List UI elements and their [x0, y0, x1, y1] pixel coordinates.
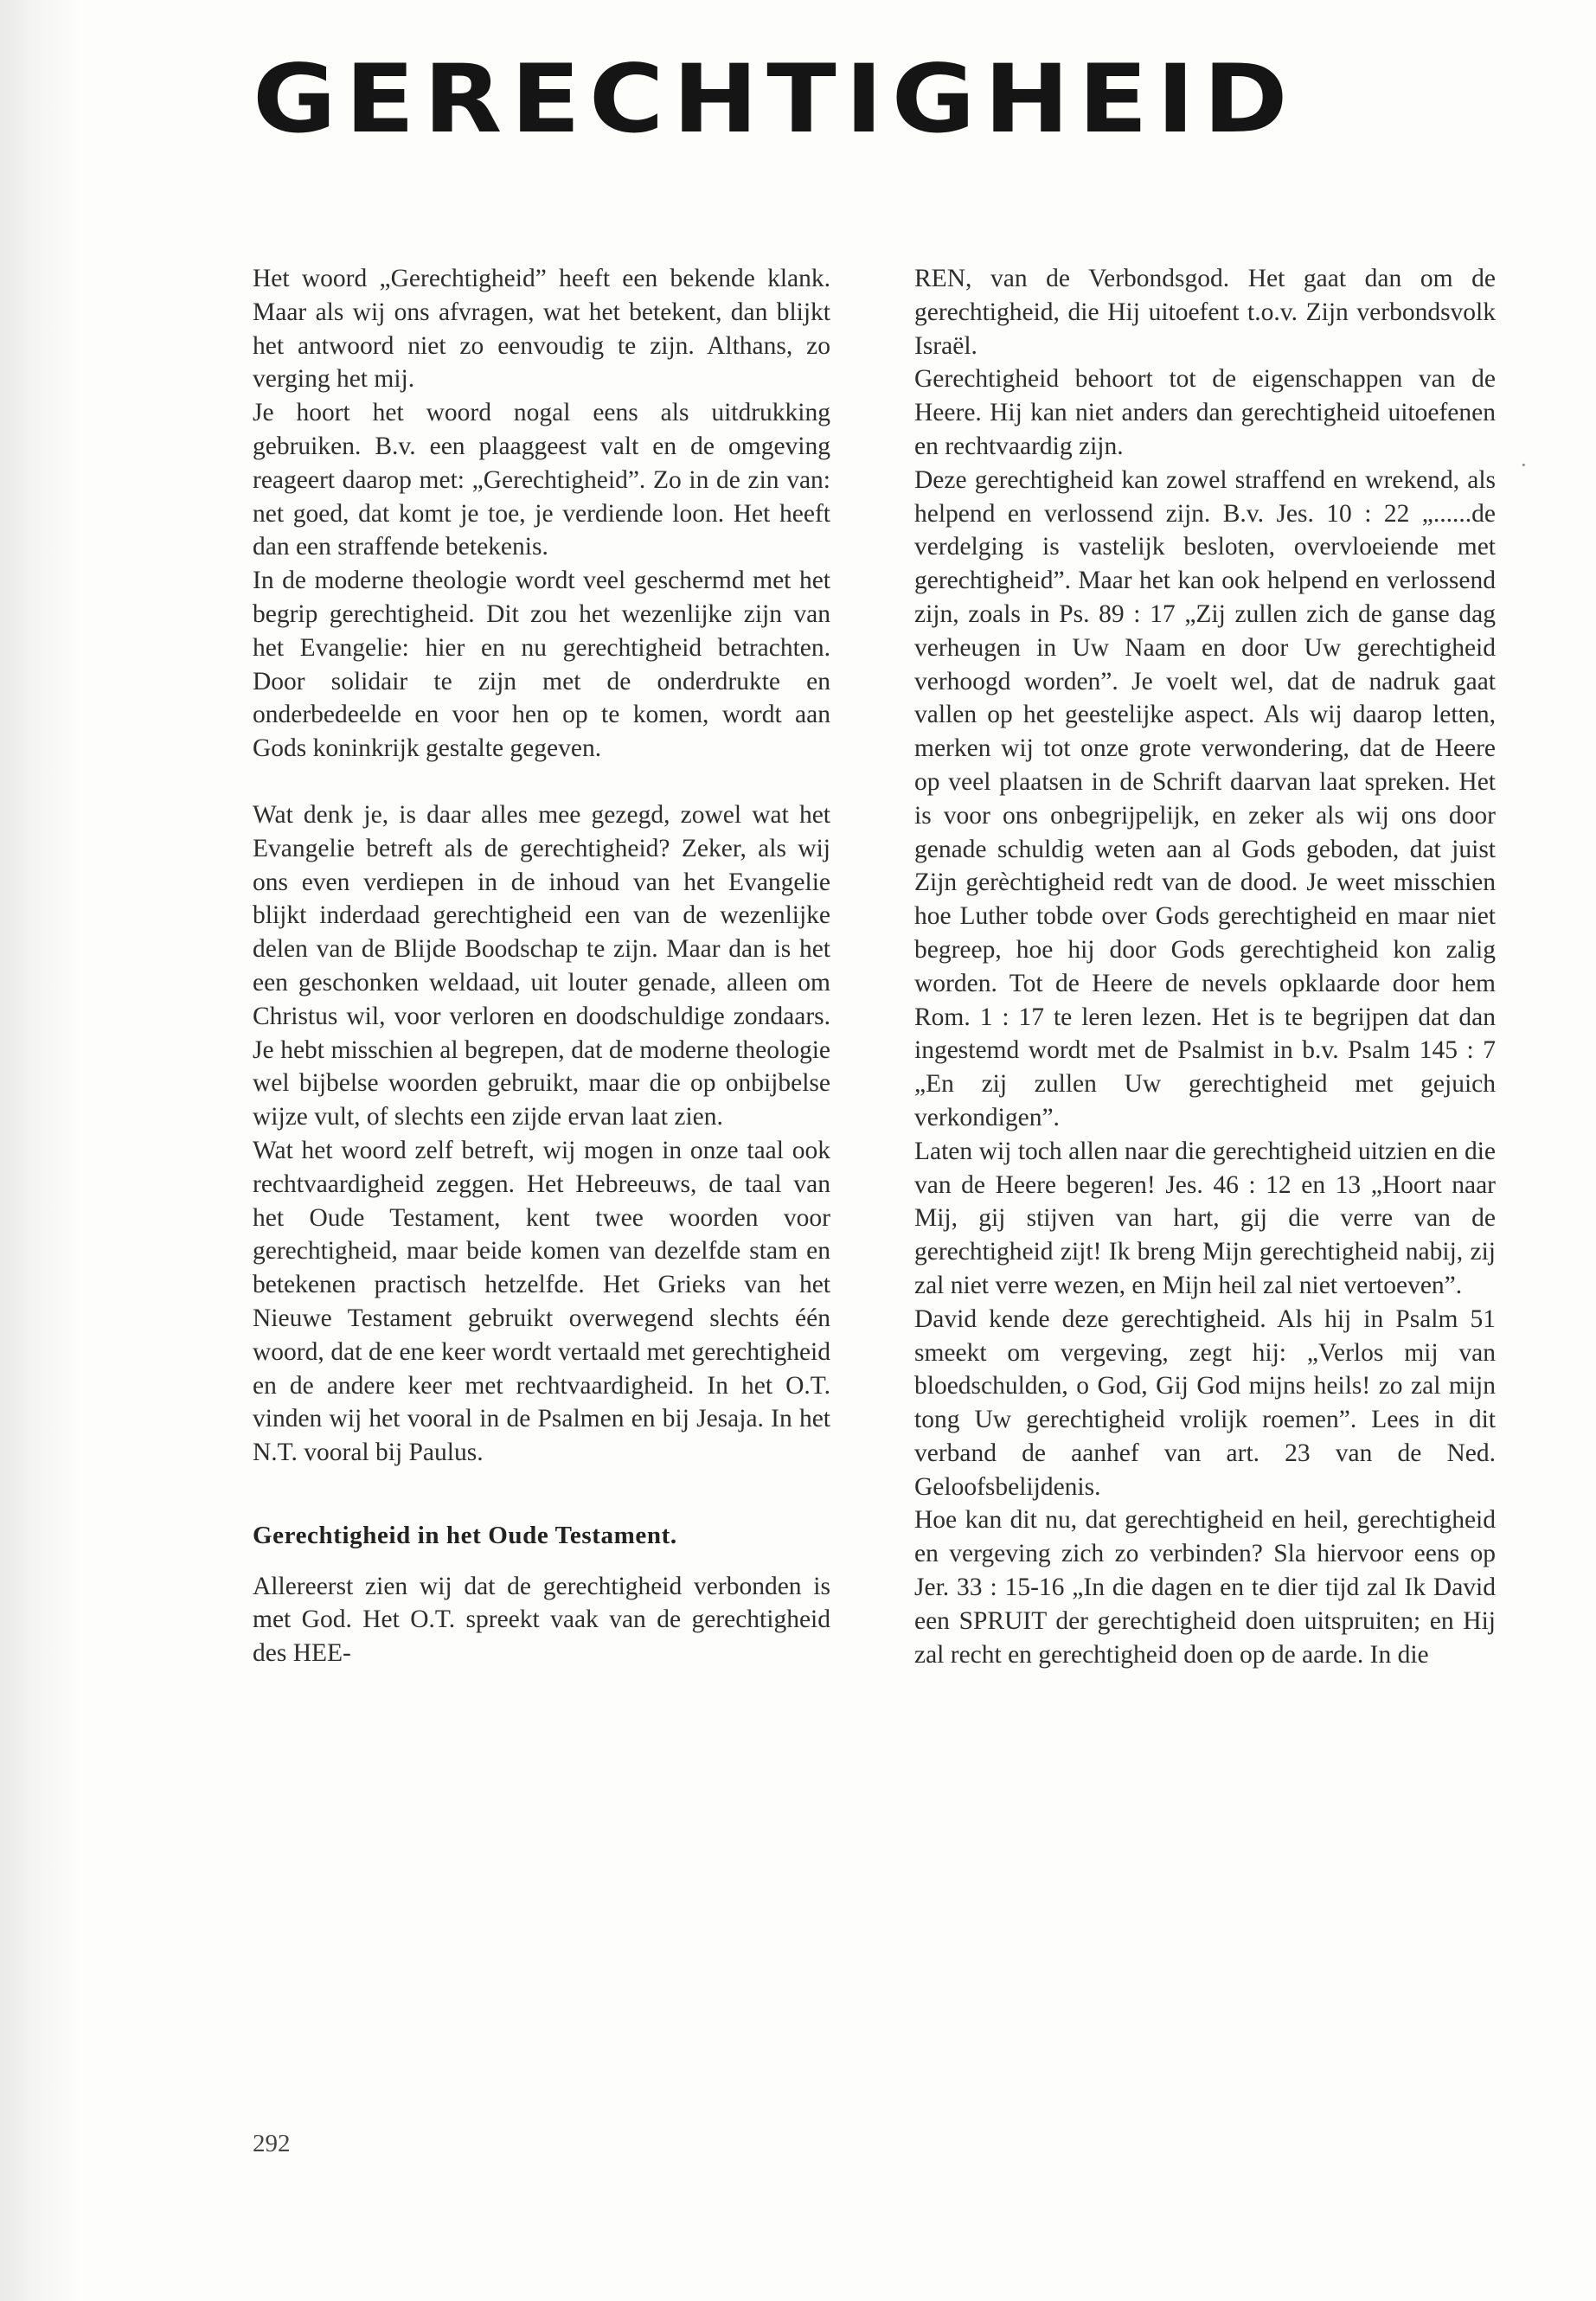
page-number: 292 [253, 2130, 291, 2157]
right-column [914, 262, 1496, 1671]
paragraph: Hoe kan dit nu, dat gerechtigheid en heil, gerechtigheid en vergeving zich zo verbinden? Sla hiervoor eens op Jer. 33 : 15-16 „In die dagen en te dier tijd zal Ik David een SPRUIT der gerechtigheid doen uitspruiten; en Hij zal recht en gerechtigheid doen op de aarde. In die [914, 1506, 1496, 1669]
paragraph: Laten wij toch allen naar die gerechtigheid uitzien en die van de Heere begeren! Jes. 46 : 12 en 13 „Hoort naar Mij, gij stijven van hart, gij die verre van de gerechtigheid zijt! Ik breng Mijn gerechtigheid nabij, zij zal niet verre wezen, en Mijn heil zal niet vertoeven”. [914, 1137, 1496, 1299]
paragraph: REN, van de Verbondsgod. Het gaat dan om de gerechtigheid, die Hij uitoefent t.o.v. Zijn verbondsvolk Israël. [914, 265, 1496, 360]
paragraph: Het woord „Gerechtigheid” heeft een bekende klank. Maar als wij ons afvragen, wat het betekent, dan blijkt het antwoord niet zo eenvoudig te zijn. Althans, zo verging het mij. [253, 265, 830, 394]
article-title: GERECHTIGHEID [253, 43, 1297, 154]
left-column [253, 262, 830, 1670]
section-heading: Gerechtigheid in het Oude Testament. [253, 1521, 677, 1549]
paragraph: In de moderne theologie wordt veel geschermd met het begrip gerechtigheid. Dit zou het wezenlijke zijn van het Evangelie: hier en nu gerechtigheid betrachten. Door solidair te zijn met de onderdrukte en onderbedeelde en voor hen op te komen, wordt aan Gods koninkrijk gestalte gegeven. [253, 567, 830, 763]
paragraph: Gerechtigheid behoort tot de eigenschappen van de Heere. Hij kan niet anders dan gerechtigheid uitoefenen en rechtvaardig zijn. [914, 365, 1496, 460]
paragraph: Deze gerechtigheid kan zowel straffend en wrekend, als helpend en verlossend zijn. B.v. Jes. 10 : 22 „......de verdelging is vastelijk besloten, overvloeiende met gerechtigheid”. Maar het kan ook helpend en verlossend zijn, zoals in Ps. 89 : 17 „Zij zullen zich de ganse dag verheugen in Uw Naam en door Uw gerechtigheid verhoogd worden”. Je voelt wel, dat de nadruk gaat vallen op het geestelijke aspect. Als wij daarop letten, merken wij tot onze grote verwondering, dat de Heere op veel plaatsen in de Schrift daarvan laat spreken. Het is voor ons onbegrijpelijk, en zeker als wij ons door genade schuldig weten aan al Gods geboden, dat juist Zijn gerèchtigheid redt van de dood. Je weet misschien hoe Luther tobde over Gods gerechtigheid en maar niet begreep, hoe hij door Gods gerechtigheid kon zalig worden. Tot de Heere de nevels opklaarde door hem Rom. 1 : 17 te leren lezen. Het is te begrijpen dat dan ingestemd wordt met de Psalmist in b.v. Psalm 145 : 7 „En zij zullen Uw gerechtigheid met gejuich verkondigen”. [914, 465, 1496, 1131]
paragraph: Je hoort het woord nogal eens als uitdrukking gebruiken. B.v. een plaaggeest valt en de omgeving reageert daarop met: „Gerechtigheid”. Zo in de zin van: net goed, dat komt je toe, je verdiende loon. Het heeft dan een straffende betekenis. [253, 399, 830, 561]
paragraph: Wat het woord zelf betreft, wij mogen in onze taal ook rechtvaardigheid zeggen. Het Hebreeuws, de taal van het Oude Testament, kent twee woorden voor gerechtigheid, maar beide komen van dezelfde stam en betekenen practisch hetzelfde. Het Grieks van het Nieuwe Testament gebruikt overwegend slechts één woord, dat de ene keer wordt vertaald met gerechtigheid en de andere keer met rechtvaardigheid. In het O.T. vinden wij het vooral in de Psalmen en bij Jesaja. In het N.T. vooral bij Paulus. [253, 1136, 830, 1467]
binding-shadow [0, 0, 82, 2301]
scan-speck: · [1520, 452, 1528, 478]
paragraph: Wat denk je, is daar alles mee gezegd, zowel wat het Evangelie betreft als de gerechtigheid? Zeker, als wij ons even verdiepen in de inhoud van het Evangelie blijkt inderdaad gerechtigheid een van de wezenlijke delen van de Blijde Boodschap te zijn. Maar dan is het een geschonken weldaad, uit louter genade, alleen om Christus wil, voor verloren en doodschuldige zondaars. Je hebt misschien al begrepen, dat de moderne theologie wel bijbelse woorden gebruikt, maar die op onbijbelse wijze vult, of slechts een zijde ervan laat zien. [253, 800, 830, 1131]
paragraph: Allereerst zien wij dat de gerechtigheid verbonden is met God. Het O.T. spreekt vaak van de gerechtigheid des HEE- [253, 1572, 830, 1668]
paragraph: David kende deze gerechtigheid. Als hij in Psalm 51 smeekt om vergeving, zegt hij: „Verlos mij van bloedschulden, o God, Gij God mijns heils! zo zal mijn tong Uw gerechtigheid vrolijk roemen”. Lees in dit verband de aanhef van art. 23 van de Ned. Geloofsbelijdenis. [914, 1304, 1496, 1501]
